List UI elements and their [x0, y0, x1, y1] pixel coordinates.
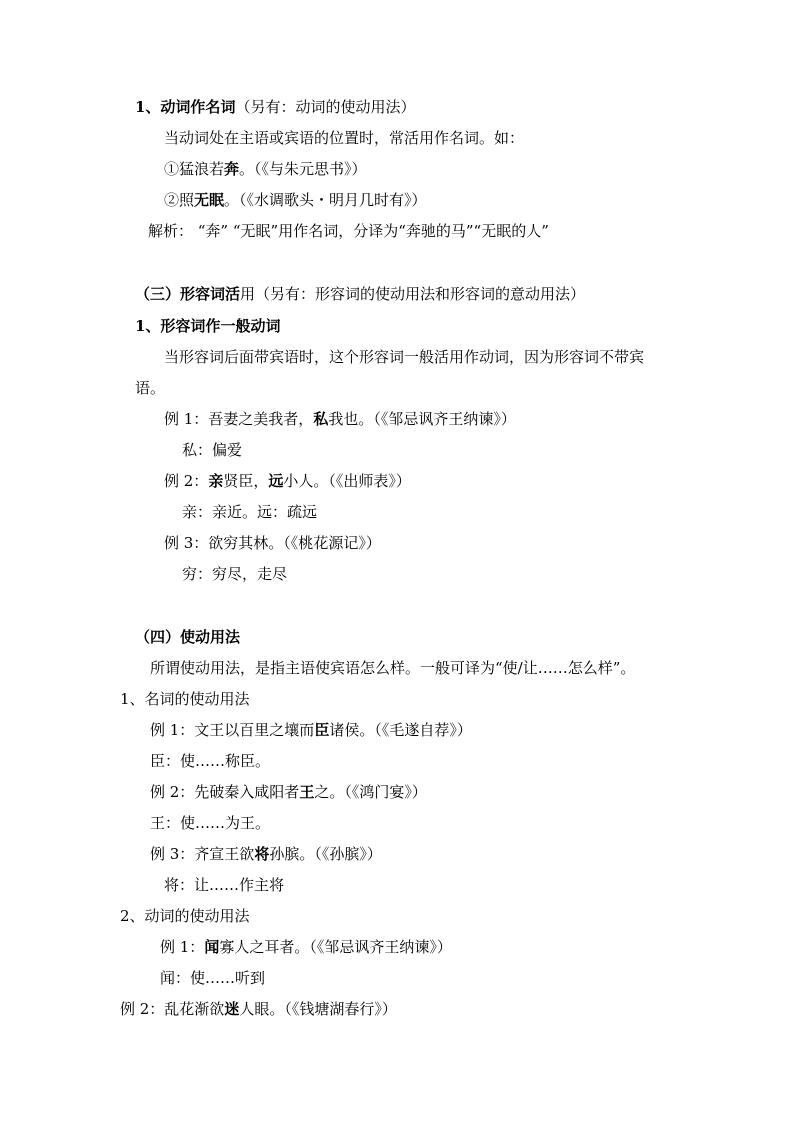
example-source: 我也。（《邹忌讽齐王纳谏》） — [328, 410, 516, 428]
example-1-verb-as-noun — [164, 159, 367, 179]
heading-adjective-usage — [135, 284, 585, 304]
example-keyword: 王 — [299, 783, 315, 801]
example-source: 孙膑。（《孙膑》） — [269, 845, 382, 863]
example-source: 。（《与朱元思书》） — [239, 160, 367, 178]
example-3-adjective: 例 3：欲穷其林。（《桃花源记》） — [164, 534, 381, 552]
example-keyword: 私 — [313, 410, 329, 428]
example-keyword: 亲 — [208, 472, 224, 490]
heading-adjective-note: 用（另有：形容词的使动用法和形容词的意动用法） — [240, 285, 586, 303]
heading-causative-usage: （四）使动用法 — [135, 628, 241, 646]
example-keyword: 闻 — [204, 938, 220, 956]
example-2-adjective — [164, 471, 411, 491]
paragraph-adjective-line2: 语。 — [135, 379, 166, 397]
example-text: 例 1： — [160, 938, 205, 956]
example-source: 寡人之耳者。（《邹忌讽齐王纳谏》） — [219, 938, 452, 956]
example-text: 例 2： — [164, 472, 209, 490]
example-text: ②照 — [164, 191, 195, 209]
subheading-noun-causative: 1、名词的使动用法 — [120, 690, 250, 708]
example-source: 人眼。（《钱塘湖春行》） — [239, 1000, 397, 1018]
example-text: 例 1：吾妻之美我者， — [164, 410, 314, 428]
gloss-3-noun-causative: 将：让……作主将 — [164, 876, 285, 894]
subheading-verb-causative: 2、动词的使动用法 — [120, 907, 250, 925]
example-keyword: 奔 — [224, 160, 240, 178]
example-keyword: 无眠 — [194, 191, 225, 209]
gloss-1-adjective: 私：偏爱 — [182, 441, 243, 459]
example-2-verb-causative — [120, 999, 397, 1019]
gloss-2-adjective: 亲：亲近。远：疏远 — [182, 503, 318, 521]
example-2-verb-as-noun — [164, 190, 427, 210]
example-keyword: 远 — [268, 472, 284, 490]
heading-verb-as-noun-note: （另有：动词的使动用法） — [235, 98, 416, 116]
paragraph-adjective-line1: 当形容词后面带宾语时，这个形容词一般活用作动词，因为形容词不带宾 — [164, 348, 645, 366]
example-text: 例 2：乱花渐欲 — [120, 1000, 225, 1018]
example-1-verb-causative — [160, 937, 452, 957]
example-3-noun-causative — [150, 844, 382, 864]
example-text: 贤臣， — [223, 472, 269, 490]
example-text: 例 1：文王以百里之壤而 — [150, 721, 315, 739]
heading-verb-as-noun — [135, 97, 415, 117]
example-text: ①猛浪若 — [164, 160, 225, 178]
example-2-noun-causative — [150, 782, 427, 802]
example-keyword: 迷 — [224, 1000, 240, 1018]
gloss-1-noun-causative: 臣：使……称臣。 — [150, 752, 271, 770]
gloss-3-adjective: 穷：穷尽，走尽 — [182, 565, 288, 583]
gloss-2-noun-causative: 王：使……为王。 — [150, 814, 271, 832]
analysis-verb-as-noun: 解析： “奔” “无眠”用作名词，分译为“奔驰的马”“无眠的人” — [148, 222, 549, 240]
example-source: 之。（《鸿门宴》） — [314, 783, 427, 801]
example-text: 例 3：齐宣王欲 — [150, 845, 255, 863]
example-1-noun-causative — [150, 720, 472, 740]
example-source: 小人。（《出师表》） — [283, 472, 411, 490]
paragraph-causative: 所谓使动用法，是指主语使宾语怎么样。一般可译为“使/让……怎么样”。 — [150, 659, 636, 677]
example-keyword: 将 — [254, 845, 270, 863]
example-source: 诸侯。（《毛遂自荐》） — [329, 721, 472, 739]
gloss-1-verb-causative: 闻：使……听到 — [160, 969, 266, 987]
example-text: 例 2：先破秦入咸阳者 — [150, 783, 300, 801]
example-1-adjective — [164, 409, 516, 429]
example-keyword: 臣 — [314, 721, 330, 739]
paragraph-verb-as-noun: 当动词处在主语或宾语的位置时，常活用作名词。如： — [164, 129, 525, 147]
subheading-adjective-as-verb: 1、形容词作一般动词 — [135, 317, 281, 335]
heading-verb-as-noun-bold: 1、动词作名词 — [135, 98, 236, 116]
heading-adjective-bold: （三）形容词活 — [135, 285, 241, 303]
example-source: 。（《水调歌头・明月几时有》） — [224, 191, 427, 209]
